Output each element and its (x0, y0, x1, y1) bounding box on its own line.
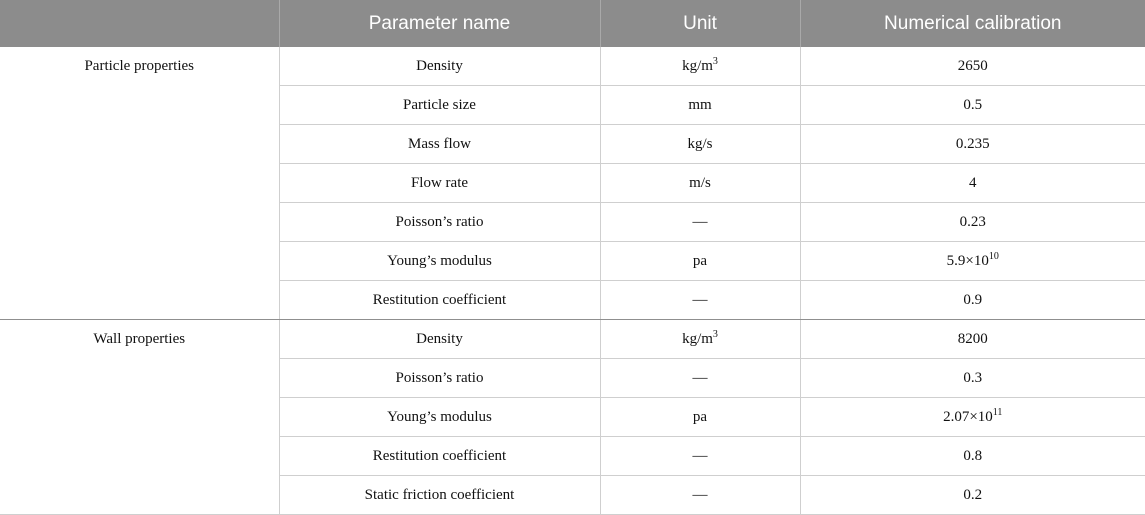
unit-cell (600, 398, 800, 437)
value-cell (800, 203, 1145, 242)
value-text: 0.235 (955, 135, 990, 152)
value-text: 0.3 (963, 369, 983, 386)
parameter-name-cell: Static friction coefficient (279, 476, 600, 515)
header-unit: Unit (600, 0, 800, 47)
value-cell (800, 320, 1145, 359)
value-cell (800, 47, 1145, 86)
parameter-name-cell: Poisson’s ratio (279, 359, 600, 398)
unit-text: mm (688, 96, 712, 113)
unit-superscript: 3 (712, 55, 718, 67)
parameter-name-cell: Young’s modulus (279, 242, 600, 281)
parameter-name-cell: Particle size (279, 86, 600, 125)
unit-text: — (692, 369, 708, 386)
unit-cell (600, 125, 800, 164)
unit-text: — (692, 291, 708, 308)
unit-cell (600, 203, 800, 242)
header-row (0, 0, 1145, 47)
value-cell (800, 359, 1145, 398)
group-label-wall-properties: Wall properties (0, 320, 279, 515)
parameter-name-cell: Restitution coefficient (279, 437, 600, 476)
value-text: 5.9×10 (946, 252, 989, 269)
parameter-name-cell: Flow rate (279, 164, 600, 203)
unit-text: kg/m (682, 57, 713, 74)
value-text: 0.23 (959, 213, 986, 230)
parameter-name-cell: Density (279, 320, 600, 359)
parameter-name-cell: Poisson’s ratio (279, 203, 600, 242)
value-superscript: 10 (988, 250, 999, 262)
value-text: 0.2 (963, 486, 983, 503)
value-text: 0.5 (963, 96, 983, 113)
unit-cell (600, 320, 800, 359)
table-row (0, 320, 1145, 359)
table-header (0, 0, 1145, 47)
unit-text: — (692, 486, 708, 503)
table-body (0, 47, 1145, 515)
header-group-column (0, 0, 279, 47)
unit-text: pa (692, 408, 708, 425)
parameter-name-cell: Density (279, 47, 600, 86)
value-cell (800, 164, 1145, 203)
unit-cell (600, 437, 800, 476)
parameter-name-cell: Young’s modulus (279, 398, 600, 437)
unit-superscript: 3 (712, 328, 718, 340)
unit-cell (600, 281, 800, 320)
value-superscript: 11 (992, 406, 1003, 418)
group-label-particle-properties: Particle properties (0, 47, 279, 320)
value-cell (800, 86, 1145, 125)
unit-cell (600, 86, 800, 125)
unit-cell (600, 359, 800, 398)
value-cell (800, 398, 1145, 437)
value-text: 8200 (957, 330, 988, 347)
header-numerical-calibration: Numerical calibration (800, 0, 1145, 47)
unit-text: m/s (689, 174, 711, 191)
unit-cell (600, 47, 800, 86)
unit-cell (600, 242, 800, 281)
value-text: 0.9 (963, 291, 983, 308)
table-row (0, 47, 1145, 86)
value-cell (800, 281, 1145, 320)
unit-text: pa (692, 252, 708, 269)
parameter-name-cell: Mass flow (279, 125, 600, 164)
unit-text: — (692, 213, 708, 230)
unit-text: kg/s (687, 135, 713, 152)
unit-cell (600, 164, 800, 203)
value-cell (800, 242, 1145, 281)
unit-text: kg/m (682, 330, 713, 347)
value-cell (800, 125, 1145, 164)
value-text: 0.8 (963, 447, 983, 464)
value-text: 2.07×10 (943, 408, 993, 425)
unit-text: — (692, 447, 708, 464)
value-cell (800, 437, 1145, 476)
value-text: 4 (969, 174, 977, 191)
value-text: 2650 (957, 57, 988, 74)
unit-cell (600, 476, 800, 515)
parameter-name-cell: Restitution coefficient (279, 281, 600, 320)
header-parameter-name: Parameter name (279, 0, 600, 47)
value-cell (800, 476, 1145, 515)
